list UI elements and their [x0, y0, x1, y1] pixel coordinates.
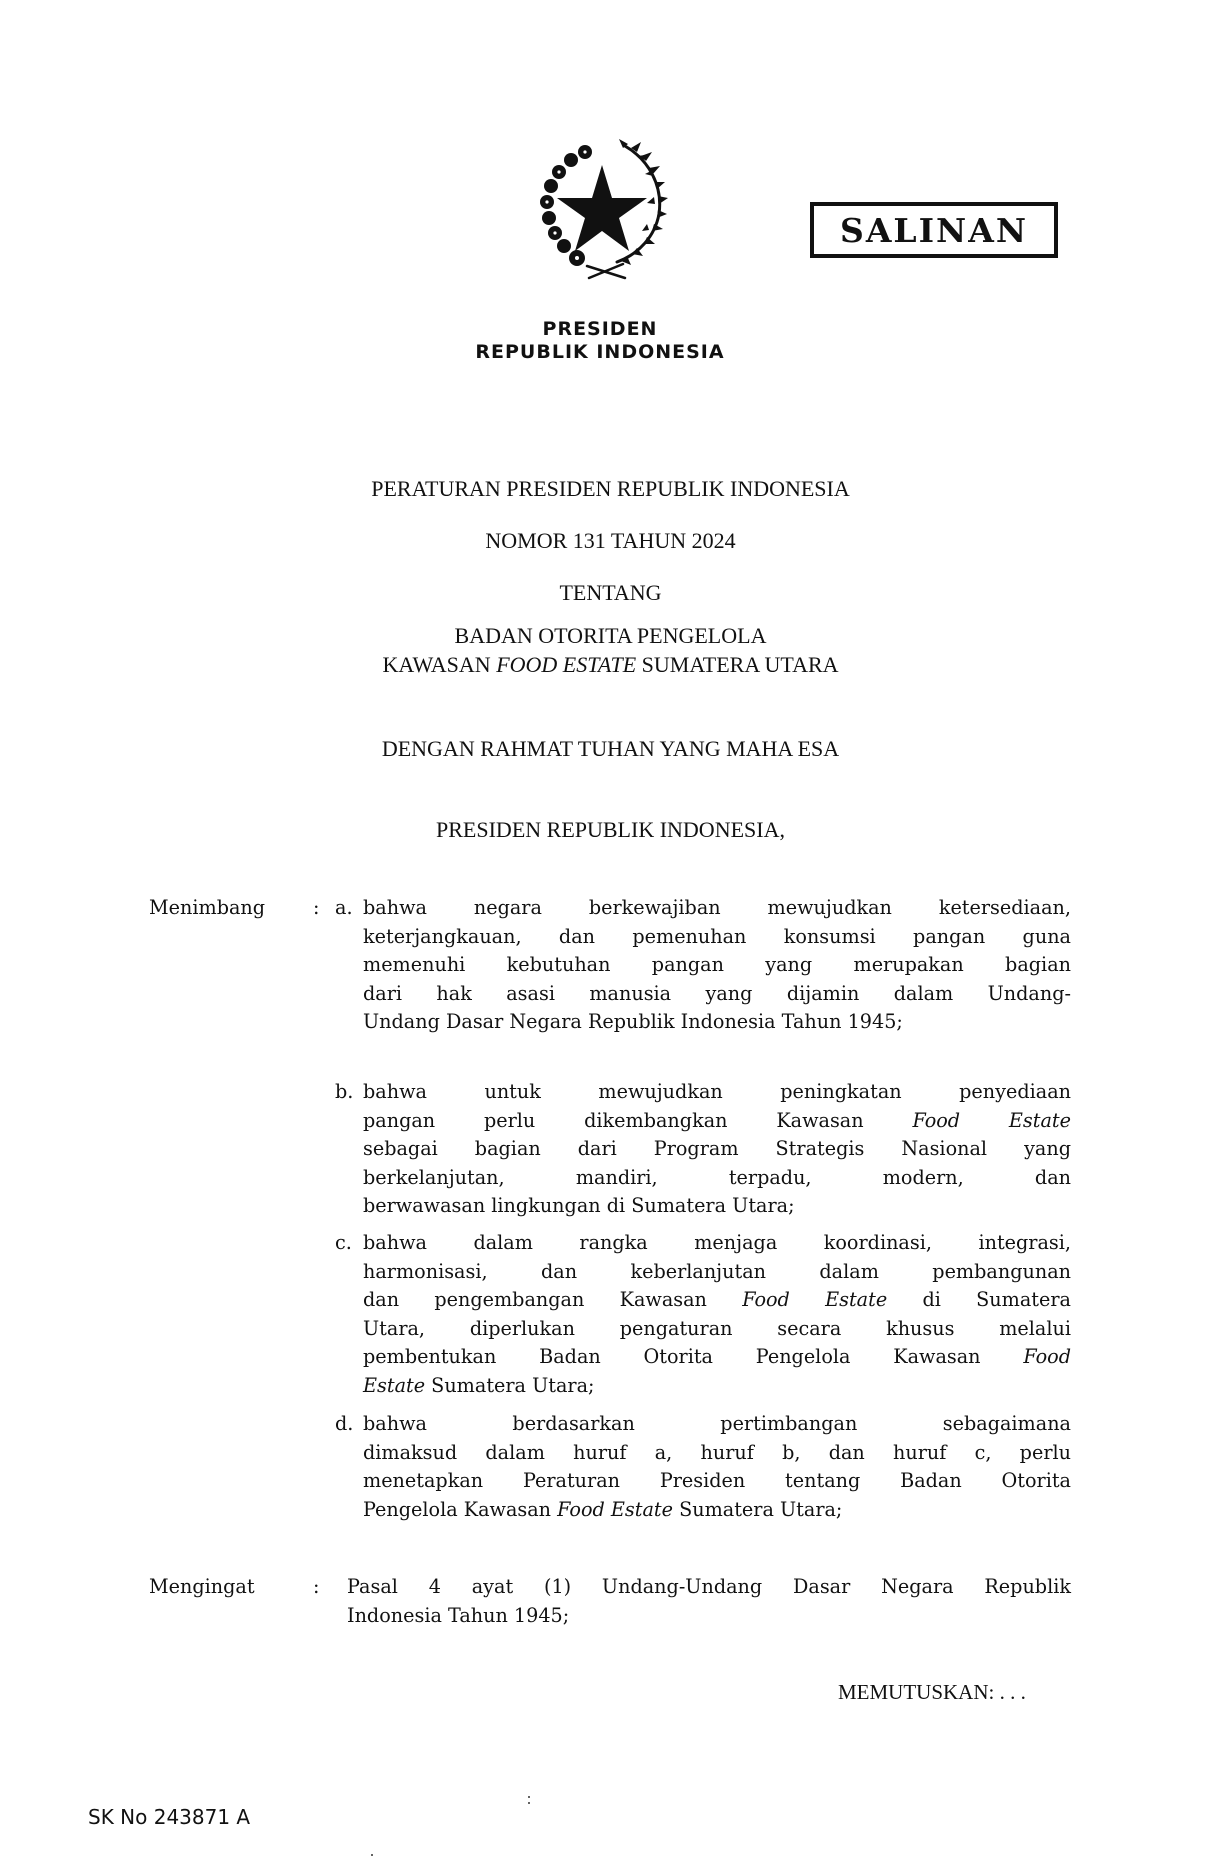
issuer-line-republic: REPUBLIK INDONESIA — [475, 341, 725, 363]
text-line: Pasal 4 ayat (1) Undang-Undang Dasar Negara Republik — [347, 1575, 1071, 1598]
text-line — [363, 1496, 1071, 1525]
regulation-subject-line2 — [0, 650, 1221, 679]
italic-term: Food Estate — [912, 1108, 1071, 1132]
legal-basis-label: Mengingat — [149, 1575, 255, 1598]
scan-speck — [371, 1854, 373, 1856]
consideration-d-letter: d. — [335, 1412, 354, 1435]
scan-speck — [528, 1796, 530, 1798]
text-line: Undang Dasar Negara Republik Indonesia Tahun 1945; — [363, 1010, 903, 1034]
scan-speck — [528, 1802, 530, 1804]
text-line: dari hak asasi manusia yang dijamin dalam Undang- — [363, 981, 1071, 1005]
text-line — [363, 1107, 1071, 1136]
invocation-line: DENGAN RAHMAT TUHAN YANG MAHA ESA — [381, 736, 840, 761]
text-line: harmonisasi, dan keberlanjutan dalam pembangunan — [363, 1259, 1071, 1283]
text-line: bahwa dalam rangka menjaga koordinasi, integrasi, — [363, 1231, 1071, 1254]
text-run: pembentukan Badan Otorita Pengelola Kawasan — [363, 1345, 1024, 1369]
text-line: bahwa untuk mewujudkan peningkatan penyediaan — [363, 1080, 1071, 1103]
text-line: berwawasan lingkungan di Sumatera Utara; — [363, 1194, 795, 1218]
italic-term: Estate — [363, 1373, 426, 1397]
text-run: dan pengembangan Kawasan — [363, 1288, 743, 1312]
consideration-c-letter: c. — [335, 1231, 352, 1254]
text-line: Indonesia Tahun 1945; — [347, 1603, 570, 1627]
presidential-seal-star-icon — [527, 130, 677, 290]
consideration-b-text — [363, 1078, 1071, 1221]
copy-stamp-label: SALINAN — [839, 210, 1028, 250]
regulation-about-label: TENTANG — [559, 580, 662, 605]
regulation-subject-line1: BADAN OTORITA PENGELOLA — [454, 623, 767, 648]
legal-basis-colon: : — [313, 1575, 320, 1598]
text-line: memenuhi kebutuhan pangan yang merupakan bagian — [363, 953, 1071, 977]
text-run: Pengelola Kawasan — [363, 1497, 558, 1521]
text-run: di Sumatera — [887, 1288, 1071, 1312]
text-line: menetapkan Peraturan Presiden tentang Badan Otorita — [363, 1469, 1071, 1493]
text-line: sebagai bagian dari Program Strategis Nasional yang — [363, 1137, 1071, 1161]
regulation-type-title: PERATURAN PRESIDEN REPUBLIK INDONESIA — [371, 476, 850, 501]
considerations-label: Menimbang — [149, 896, 266, 919]
text-line — [363, 1372, 1071, 1401]
text-line: keterjangkauan, dan pemenuhan konsumsi pangan guna — [363, 924, 1071, 948]
text-line: Utara, diperlukan pengaturan secara khusus melalui — [363, 1316, 1071, 1340]
sk-serial-number: SK No 243871 A — [88, 1805, 251, 1829]
consideration-d-text — [363, 1410, 1071, 1524]
text-line — [363, 1343, 1071, 1372]
italic-term: Food — [1023, 1345, 1071, 1369]
regulation-number: NOMOR 131 TAHUN 2024 — [485, 528, 736, 553]
text-line: bahwa negara berkewajiban mewujudkan ketersediaan, — [363, 896, 1071, 919]
text-run: pangan perlu dikembangkan Kawasan — [363, 1108, 913, 1132]
considerations-colon: : — [313, 896, 320, 919]
consideration-a-text — [363, 894, 1071, 1037]
italic-term: Food Estate — [742, 1288, 888, 1312]
subject-text-italic: FOOD ESTATE — [496, 652, 637, 677]
text-line: bahwa berdasarkan pertimbangan sebagaimana — [363, 1412, 1071, 1435]
continuation-marker: MEMUTUSKAN: . . . — [838, 1680, 1026, 1704]
subject-text-suffix: SUMATERA UTARA — [636, 652, 839, 677]
consideration-b-letter: b. — [335, 1080, 354, 1103]
issuer-heading — [400, 318, 800, 364]
enacting-authority-line: PRESIDEN REPUBLIK INDONESIA, — [436, 817, 785, 842]
issuer-line-president: PRESIDEN — [542, 318, 658, 340]
subject-text-prefix: KAWASAN — [382, 652, 497, 677]
text-line: dimaksud dalam huruf a, huruf b, dan huruf c, perlu — [363, 1440, 1071, 1464]
regulation-subject — [0, 621, 1221, 679]
consideration-a-letter: a. — [335, 896, 353, 919]
consideration-c-text — [363, 1229, 1071, 1401]
text-run: Sumatera Utara; — [425, 1373, 595, 1397]
text-run: Sumatera Utara; — [672, 1497, 843, 1521]
legal-basis-text — [347, 1573, 1071, 1630]
copy-stamp-box — [810, 202, 1058, 258]
italic-term: Food Estate — [557, 1497, 673, 1521]
text-line — [363, 1286, 1071, 1315]
text-line: berkelanjutan, mandiri, terpadu, modern, dan — [363, 1165, 1071, 1189]
